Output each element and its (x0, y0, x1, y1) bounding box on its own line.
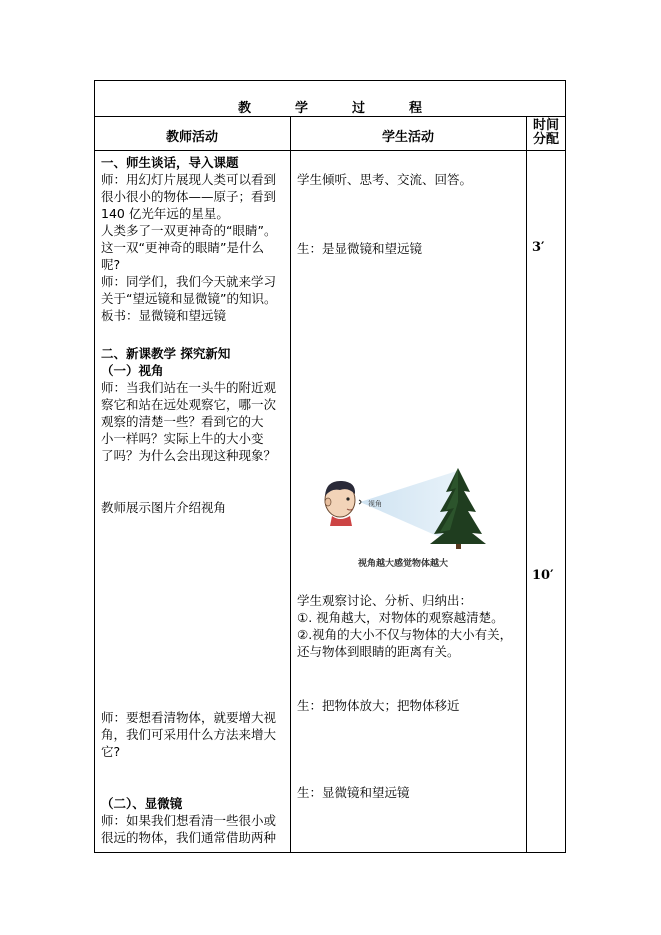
title-char-4: 程 (409, 101, 423, 116)
time-allocation-2: 10′ (532, 568, 554, 583)
figure-caption: 视角越大感觉物体越大 (357, 559, 449, 569)
header-time-line1: 时间 (532, 118, 559, 133)
view-angle-label: 视角 (368, 500, 382, 508)
text-line: 学生观察讨论、分析、归纳出： (297, 593, 473, 608)
text-line: 还与物体到眼睛的距离有关。 (297, 644, 460, 659)
teacher-section-1 (101, 154, 287, 324)
title-char-3: 过 (352, 101, 366, 116)
time-allocation-1: 3′ (532, 240, 545, 255)
text-line: 师：同学们，我们今天就来学习 (101, 274, 277, 289)
subsection-microscope: （二）、显微镜 (101, 796, 183, 811)
student-activity-3 (297, 592, 523, 660)
text-line: 关于“望远镜和显微镜”的知识。 (101, 291, 277, 306)
header-time (526, 119, 566, 147)
subsection-view-angle: （一）视角 (101, 363, 164, 378)
text-line: 小一样吗？实际上牛的大小变 (101, 431, 264, 446)
title-char-1: 教 (237, 101, 251, 116)
student-activity-4: 生：把物体放大；把物体移近 (297, 698, 460, 713)
teacher-section-3 (101, 795, 287, 846)
text-line: 师：如果我们想看清一些很小或 (101, 813, 277, 828)
text-line: 师：要想看清物体，就要增大视 (101, 710, 277, 725)
text-line: 很远的物体，我们通常借助两种 (101, 830, 277, 845)
teacher-section-2 (101, 345, 287, 464)
view-angle-figure (318, 462, 488, 572)
text-line: 察它和站在远处观察它，哪一次 (101, 397, 277, 412)
text-line: 角，我们可采用什么方法来增大 (101, 727, 277, 742)
text-line: 观察的清楚一些？看到它的大 (101, 414, 264, 429)
text-line: 这一双“更神奇的眼睛”是什么 (101, 240, 264, 255)
text-line: 师：当我们站在一头牛的附近观 (101, 380, 277, 395)
text-line: ①. 视角越大，对物体的观察越清楚。 (297, 610, 504, 625)
student-activity-5: 生：显微镜和望远镜 (297, 785, 410, 800)
column-divider-2 (526, 116, 527, 853)
text-line: 140 亿光年远的星星。 (101, 206, 229, 221)
header-divider (94, 150, 566, 151)
text-line: 它? (101, 744, 121, 759)
text-line: ②.视角的大小不仅与物体的大小有关， (297, 627, 513, 642)
text-line: 板书：显微镜和望远镜 (101, 308, 227, 323)
boy-head-icon (325, 481, 355, 526)
text-line: 师：用幻灯片展现人类可以看到 (101, 172, 277, 187)
column-divider-1 (290, 116, 291, 853)
section-2-heading: 二、新课教学 探究新知 (101, 346, 231, 361)
teacher-show-picture: 教师展示图片介绍视角 (101, 500, 227, 515)
section-1-heading: 一、师生谈话，导入课题 (101, 155, 239, 170)
text-line: 了吗？为什么会出现这种现象？ (101, 448, 277, 463)
text-line: 很小很小的物体——原子；看到 (101, 189, 277, 204)
teacher-enlarge-question (101, 709, 287, 760)
header-teacher: 教师活动 (165, 130, 218, 145)
title-char-2: 学 (294, 101, 308, 116)
header-time-line2: 分配 (532, 132, 559, 147)
header-student: 学生活动 (381, 130, 434, 145)
text-line: 人类多了一双更神奇的“眼睛”。 (101, 223, 277, 238)
student-activity-1: 学生倾听、思考、交流、回答。 (297, 172, 473, 187)
view-angle-illustration (318, 462, 488, 572)
text-line: 呢? (101, 257, 121, 272)
title-divider (94, 116, 566, 117)
table-title (94, 97, 566, 116)
student-activity-2: 生：是显微镜和望远镜 (297, 241, 423, 256)
